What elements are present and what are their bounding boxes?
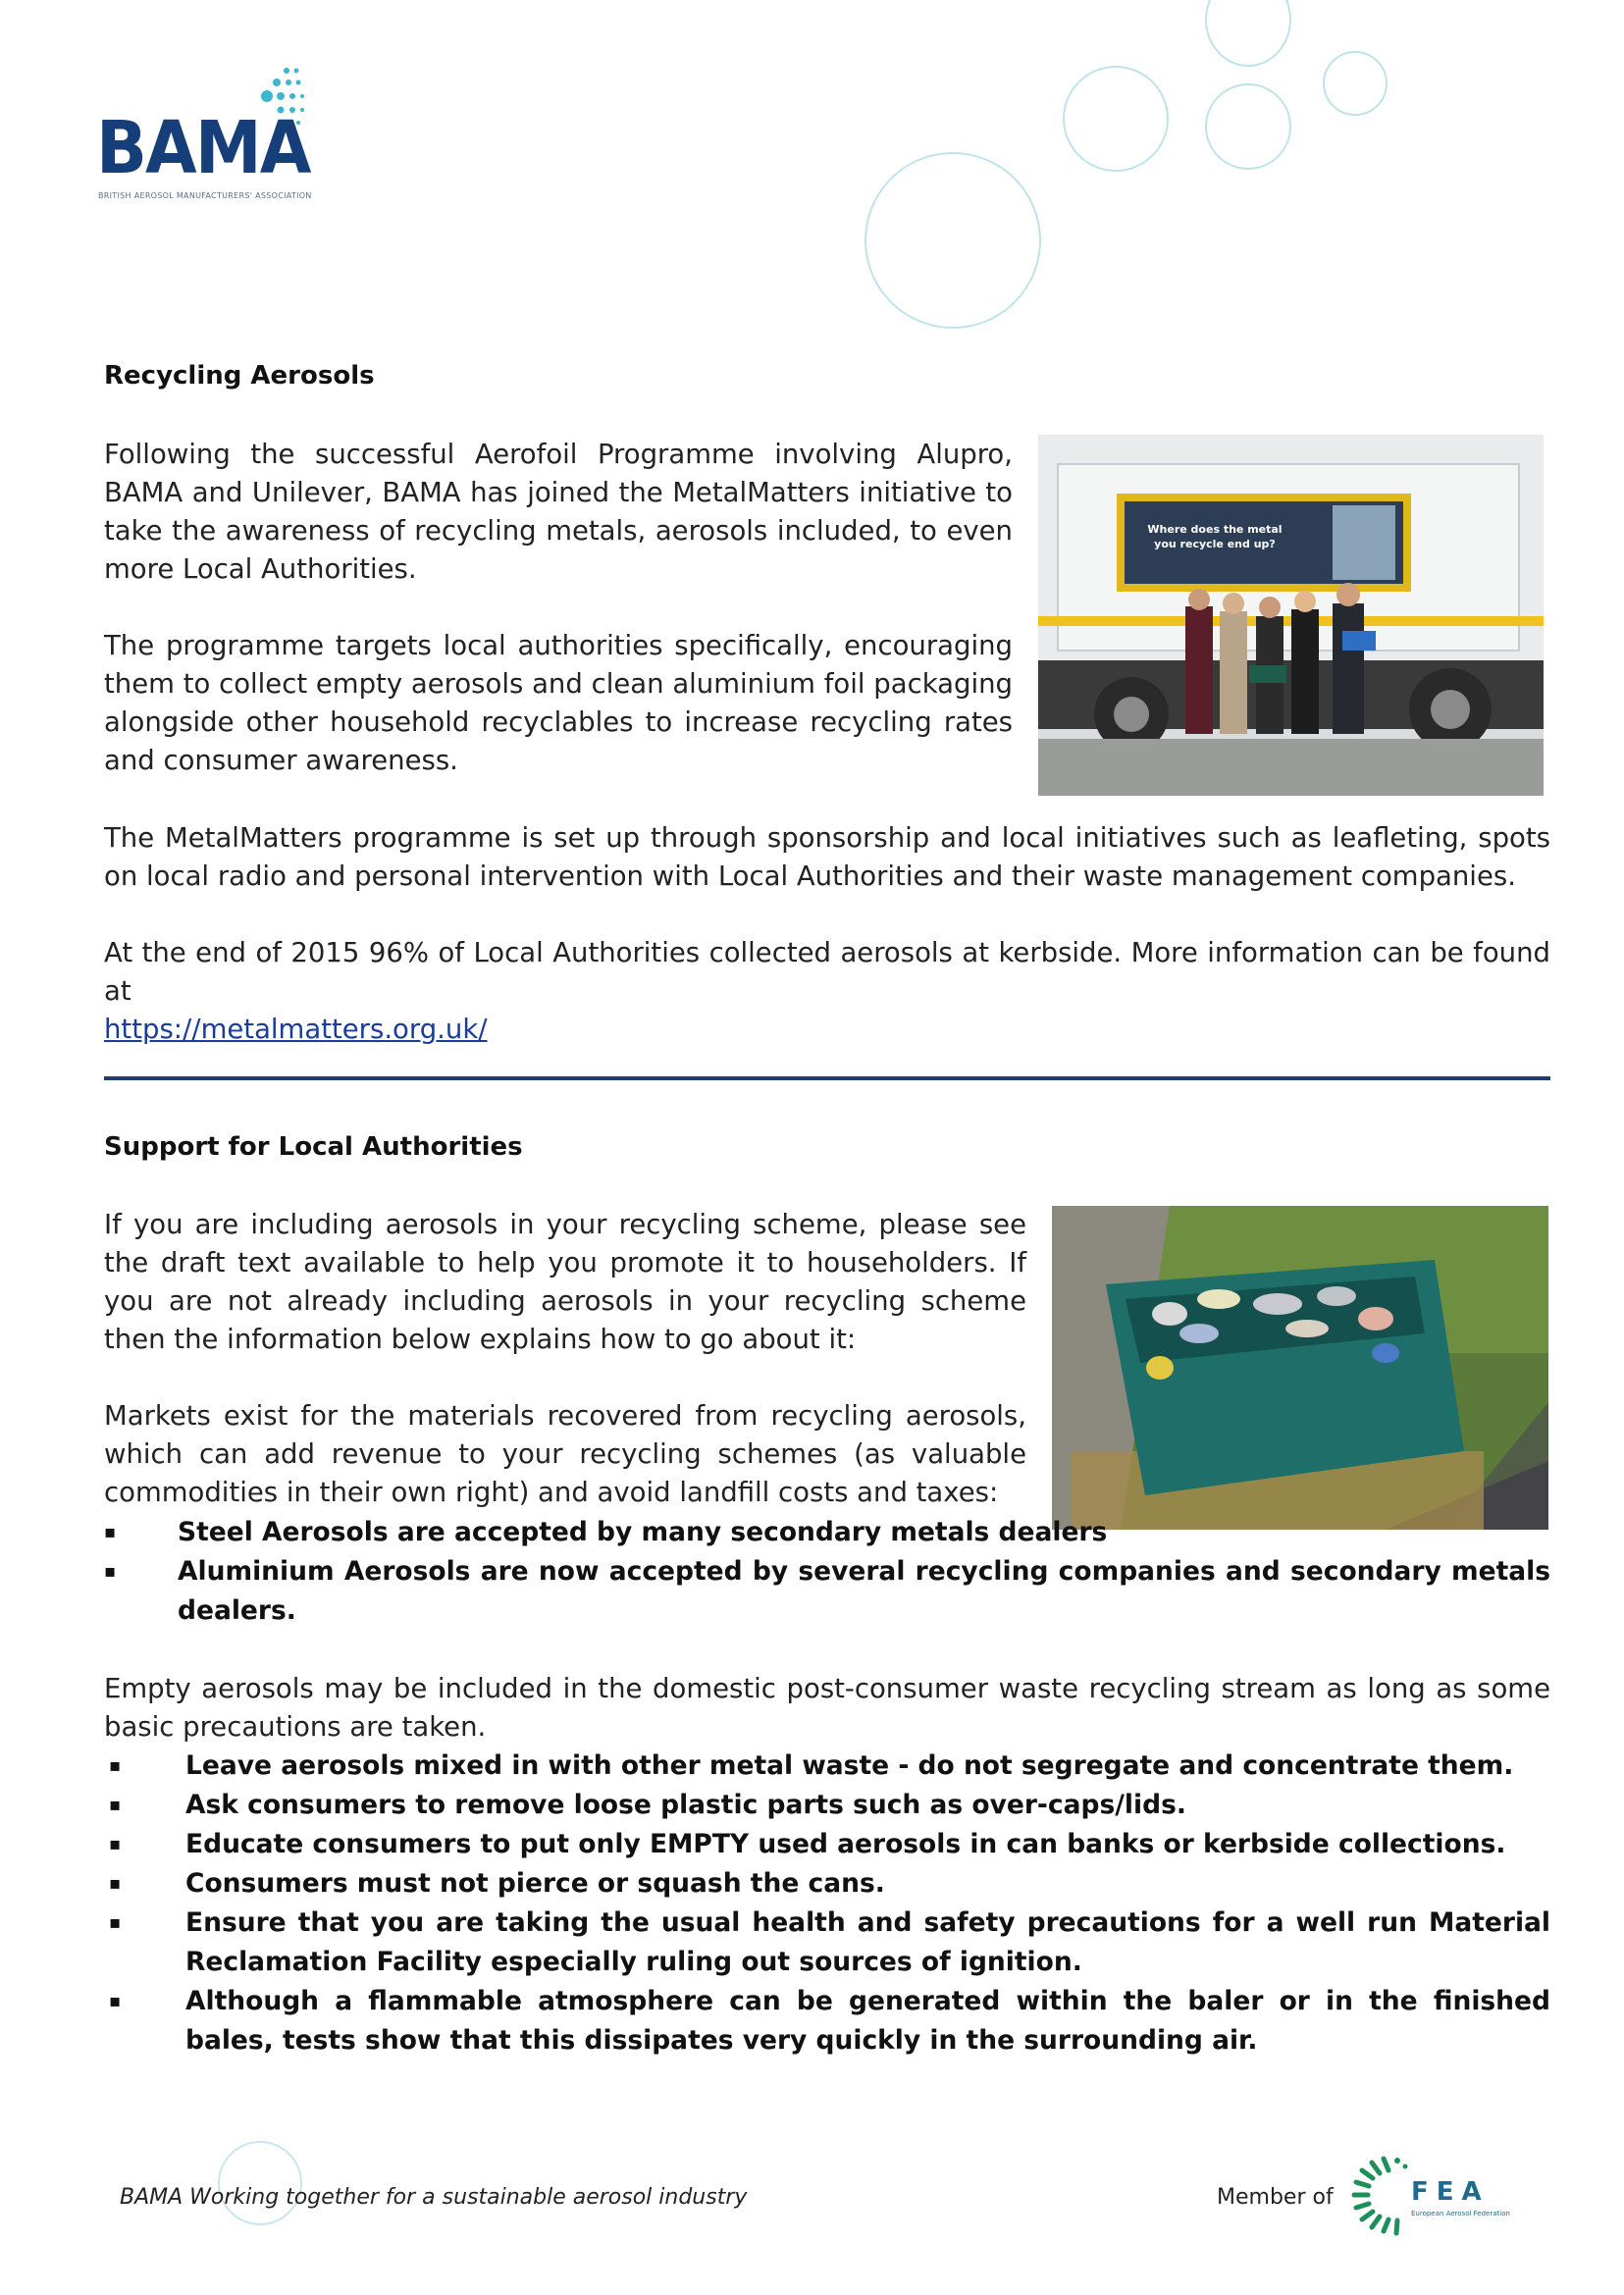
sign-text-line1: Where does the metal [1147, 523, 1283, 536]
fea-logo [1344, 2149, 1541, 2242]
footer-tagline: BAMA Working together for a sustainable aerosol industry [120, 2185, 748, 2210]
paragraph: Markets exist for the materials recovered from recycling aerosols, which can add revenue to your recycling schemes (as valuable commodities in their own right) and avoid landfill costs and taxes: [104, 1400, 1026, 1508]
section1-text-block [104, 436, 1013, 780]
list-item: ▪ Educate consumers to put only EMPTY used aerosols in can banks or kerbside collections. [104, 1825, 1550, 1864]
list-item: ▪ Ask consumers to remove loose plastic parts such as over-caps/lids. [104, 1786, 1550, 1825]
section-heading-support: Support for Local Authorities [104, 1132, 523, 1162]
sign-text-line2: you recycle end up? [1154, 538, 1276, 550]
section2-text-block-full [104, 1670, 1550, 1747]
fea-name: European Aerosol Federation [1411, 2210, 1510, 2217]
paragraph: The programme targets local authorities specifically, encouraging them to collect empty aerosols and clean aluminium foil packaging alongside other household recyclables to increase recycling rates and consumer awareness. [104, 630, 1013, 776]
bullet-list-markets [104, 1513, 1550, 1631]
decor-circle [864, 152, 1041, 329]
paragraph: Empty aerosols may be included in the domestic post-consumer waste recycling stream as long as some basic precautions are taken. [104, 1673, 1550, 1743]
decor-circle [1323, 51, 1388, 116]
box-photo-graphic [1052, 1206, 1548, 1530]
paragraph-text: At the end of 2015 96% of Local Authorities collected aerosols at kerbside. More information can be found at [104, 937, 1550, 1007]
decor-circle [1205, 0, 1291, 67]
paragraph: The MetalMatters programme is set up through sponsorship and local initiatives such as leafleting, spots on local radio and personal intervention with Local Authorities and their waste management companies. [104, 822, 1550, 892]
logo-tagline: BRITISH AEROSOL MANUFACTURERS' ASSOCIATION [98, 191, 312, 200]
list-item: ▪ Although a flammable atmosphere can be generated within the baler or in the finished bales, tests show that this dissipates very quickly in the surrounding air. [104, 1982, 1550, 2060]
truck-photo-graphic [1038, 435, 1544, 796]
footer-member-label: Member of [1217, 2185, 1334, 2210]
paragraph: Following the successful Aerofoil Programme involving Alupro, BAMA and Unilever, BAMA has joined the MetalMatters initiative to take the awareness of recycling metals, aerosols included, to even more Local Authorities. [104, 439, 1013, 585]
list-item: ▪ Consumers must not pierce or squash the cans. [104, 1864, 1550, 1904]
list-item: ▪ Steel Aerosols are accepted by many secondary metals dealers [104, 1513, 1550, 1552]
paragraph [104, 934, 1550, 1049]
section2-text-block [104, 1206, 1026, 1512]
decor-circle [1205, 83, 1291, 170]
decor-circle [1063, 66, 1169, 172]
list-item: ▪ Leave aerosols mixed in with other metal waste - do not segregate and concentrate them. [104, 1747, 1550, 1786]
recycling-box-photo [1052, 1206, 1548, 1530]
metalmatters-link[interactable]: https://metalmatters.org.uk/ [104, 1014, 488, 1045]
paragraph: If you are including aerosols in your recycling scheme, please see the draft text available to help you promote it to householders. If you are not already including aerosols in your recycling scheme then the information below explains how to go about it: [104, 1209, 1026, 1355]
bama-logo [96, 59, 322, 216]
section-divider [104, 1076, 1550, 1080]
recycling-truck-photo [1038, 435, 1544, 796]
fea-letters: FEA [1411, 2177, 1490, 2207]
bullet-list-precautions [104, 1747, 1550, 2060]
section1-text-block-full [104, 819, 1550, 1049]
logo-wordmark: BAMA [96, 106, 310, 190]
list-item: ▪ Aluminium Aerosols are now accepted by several recycling companies and secondary metals dealers. [104, 1552, 1550, 1631]
footer-decor-circle [218, 2141, 302, 2225]
list-item: ▪ Ensure that you are taking the usual health and safety precautions for a well run Material Reclamation Facility especially ruling out sources of ignition. [104, 1904, 1550, 1982]
fea-swirl-icon [1344, 2149, 1541, 2242]
section-heading-recycling: Recycling Aerosols [104, 361, 375, 391]
